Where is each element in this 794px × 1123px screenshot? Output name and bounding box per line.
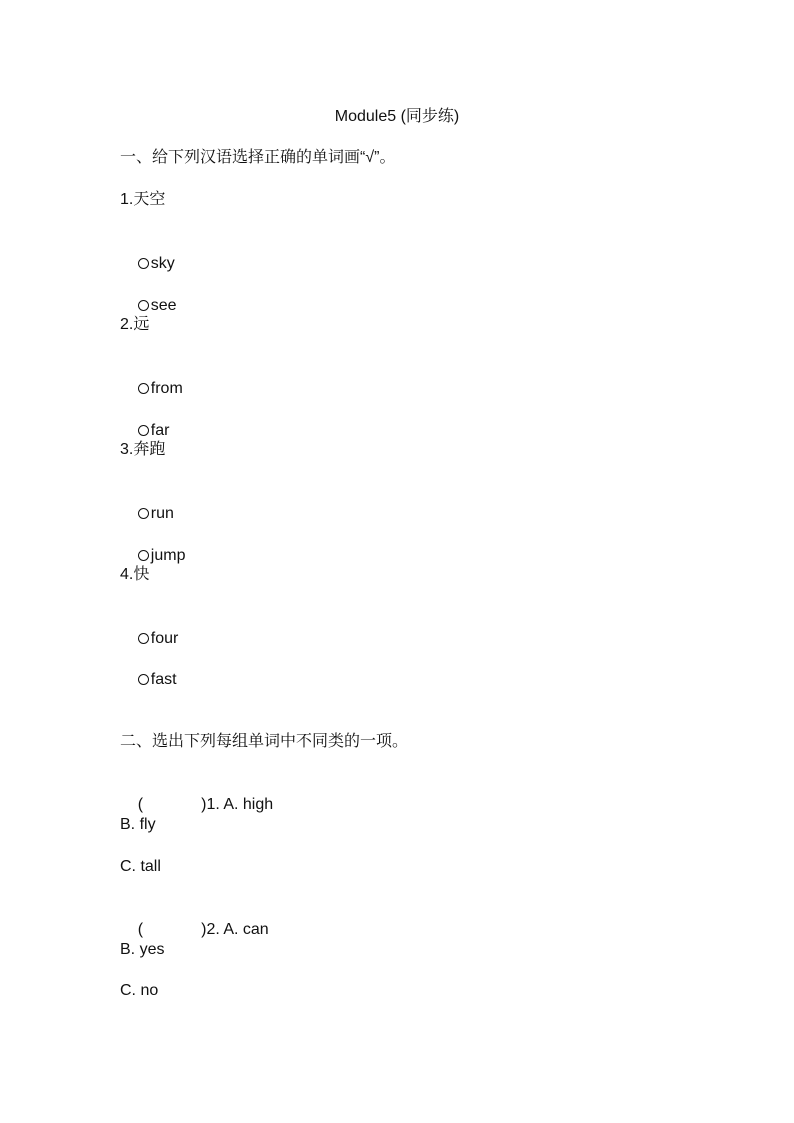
radio-circle-icon[interactable] xyxy=(138,425,149,436)
radio-circle-icon[interactable] xyxy=(138,300,149,311)
radio-circle-icon[interactable] xyxy=(138,508,149,519)
section1-heading: 一、给下列汉语选择正确的单词画“√”。 xyxy=(120,149,396,166)
question-prompt: 1.天空 xyxy=(120,191,166,208)
question-prompt: 2.远 xyxy=(120,316,150,333)
page-title: Module5 (同步练) xyxy=(334,108,460,125)
option-label: fast xyxy=(150,671,177,688)
question-prompt: 3.奔跑 xyxy=(120,441,166,458)
answer-paren-open: ( xyxy=(137,921,144,938)
question-prompt: 4.快 xyxy=(120,566,150,583)
option-row[interactable] xyxy=(120,647,177,713)
option-label: four xyxy=(150,630,179,647)
option-label: run xyxy=(150,505,174,522)
option-label: sky xyxy=(150,255,175,272)
option-label: see xyxy=(150,297,177,314)
radio-circle-icon[interactable] xyxy=(138,550,149,561)
option-label: far xyxy=(150,422,170,439)
question-option-b: B. fly xyxy=(120,816,156,833)
option-label: from xyxy=(150,380,183,397)
answer-paren-open: ( xyxy=(137,796,144,813)
radio-circle-icon[interactable] xyxy=(138,383,149,394)
radio-circle-icon[interactable] xyxy=(138,633,149,644)
question-option-c: C. tall xyxy=(120,858,161,875)
question-option-a: )1. A. high xyxy=(201,796,274,813)
question-option-c: C. no xyxy=(120,982,159,999)
question-option-a: )2. A. can xyxy=(201,921,269,938)
radio-circle-icon[interactable] xyxy=(138,258,149,269)
section2-heading: 二、选出下列每组单词中不同类的一项。 xyxy=(120,733,409,750)
radio-circle-icon[interactable] xyxy=(138,674,149,685)
option-label: jump xyxy=(150,547,186,564)
question-option-b: B. yes xyxy=(120,941,165,958)
